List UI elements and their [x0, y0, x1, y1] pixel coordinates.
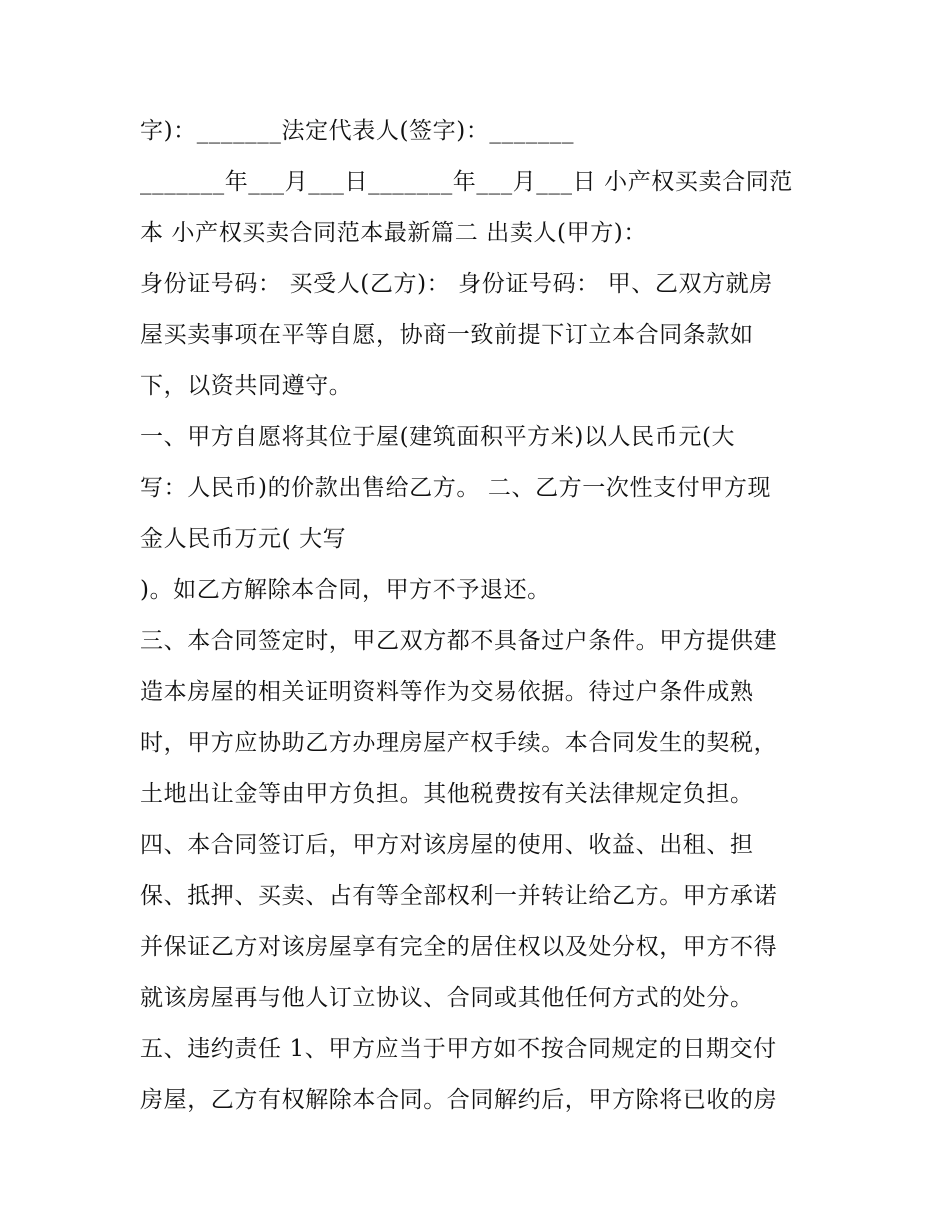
text-line: )。如乙方解除本合同，甲方不予退还。 — [140, 577, 551, 603]
text-line: 三、本合同签定时，甲乙双方都不具备过户条件。甲方提供建 — [140, 628, 778, 654]
text-line: 字)：_______法定代表人(签字)：_______ — [140, 118, 575, 144]
text-line: 下，以资共同遵守。 — [140, 373, 353, 399]
document-body — [140, 106, 820, 1126]
text-line: 保、抵押、买卖、占有等全部权利一并转让给乙方。甲方承诺 — [140, 883, 778, 909]
text-line: 就该房屋再与他人订立协议、合同或其他任何方式的处分。 — [140, 985, 754, 1011]
text-line: 屋买卖事项在平等自愿，协商一致前提下订立本合同条款如 — [140, 322, 754, 348]
text-line: 四、本合同签订后，甲方对该房屋的使用、收益、出租、担 — [140, 832, 754, 858]
text-line: 本 小产权买卖合同范本最新篇二 出卖人(甲方)： — [140, 220, 647, 246]
text-line: 一、甲方自愿将其位于屋(建筑面积平方米)以人民币元(大 — [140, 424, 736, 450]
text-line: _______年___月___日_______年___月___日 小产权买卖合同范 — [140, 169, 793, 195]
text-line: 金人民币万元( 大写 — [140, 526, 347, 552]
text-line: 写：人民币)的价款出售给乙方。 二、乙方一次性支付甲方现 — [140, 475, 772, 501]
text-line: 五、违约责任 1、甲方应当于甲方如不按合同规定的日期交付 — [140, 1036, 777, 1062]
text-line: 土地出让金等由甲方负担。其他税费按有关法律规定负担。 — [140, 781, 754, 807]
text-line: 房屋，乙方有权解除本合同。合同解约后，甲方除将已收的房 — [140, 1087, 778, 1113]
text-line: 并保证乙方对该房屋享有完全的居住权以及处分权，甲方不得 — [140, 934, 778, 960]
text-line: 造本房屋的相关证明资料等作为交易依据。待过户条件成熟 — [140, 679, 754, 705]
text-line: 时，甲方应协助乙方办理房屋产权手续。本合同发生的契税， — [140, 730, 778, 756]
text-line: 身份证号码： 买受人(乙方)： 身份证号码： 甲、乙双方就房 — [140, 271, 773, 297]
